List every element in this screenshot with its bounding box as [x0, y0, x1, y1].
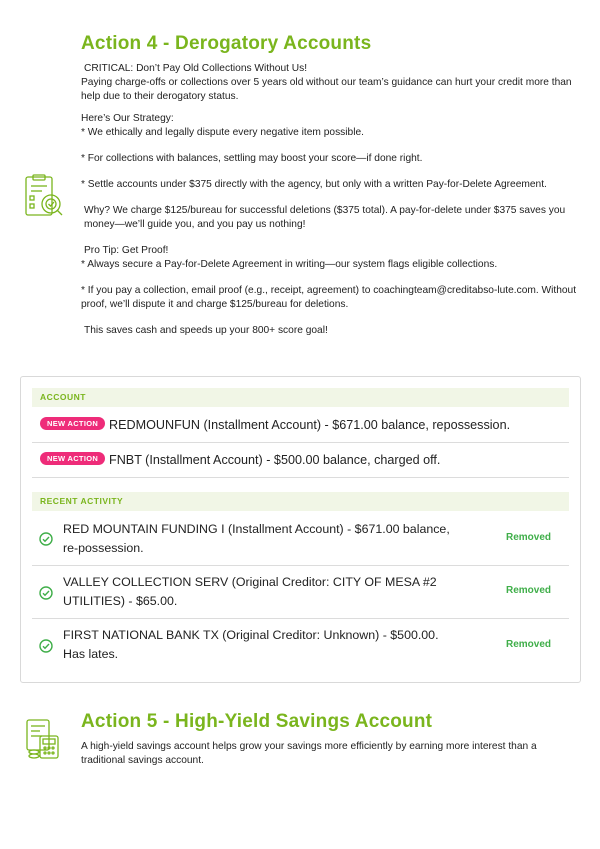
- critical-notice: CRITICAL: Don’t Pay Old Collections Without Us!: [84, 63, 308, 74]
- account-row[interactable]: [32, 443, 569, 478]
- action-4-section: [81, 32, 581, 346]
- accounts-card: [20, 376, 581, 683]
- why-text: Why? We charge $125/bureau for successful deletions ($375 total). A pay-for-delete under $375 saves you money—we’ll guide you, and you pay us nothing!: [84, 205, 566, 230]
- activity-text: FIRST NATIONAL BANK TX (Original Creditor: Unknown) - $500.00. Has lates.: [63, 628, 439, 661]
- new-action-badge: NEW ACTION: [40, 417, 105, 430]
- pro-tip-heading: Pro Tip: Get Proof!: [84, 245, 169, 256]
- action-5-body: A high-yield savings account helps grow your savings more efficiently by earning more interest than a traditional savings account.: [81, 741, 537, 766]
- document-check-icon: [22, 174, 66, 220]
- pro-tip-bullet: * Always secure a Pay-for-Delete Agreement in writing—our system flags eligible collections.: [81, 259, 498, 270]
- proof-bullet: * If you pay a collection, email proof (e.g., receipt, agreement) to coachingteam@creditabso-lute.com. Without proof, we’ll dispute it and charge $125/bureau for deletions.: [81, 285, 577, 310]
- warning-text: Paying charge-offs or collections over 5 years old without our team’s guidance can hurt your credit more than help due to their derogatory status.: [81, 77, 572, 102]
- action-5-section: [81, 710, 571, 776]
- account-header: ACCOUNT: [32, 388, 569, 407]
- status-removed: Removed: [505, 639, 551, 650]
- activity-text: RED MOUNTAIN FUNDING I (Installment Account) - $671.00 balance, re-possession.: [63, 522, 450, 555]
- account-text: REDMOUNFUN (Installment Account) - $671.00 balance, repossession.: [109, 418, 511, 432]
- account-row[interactable]: [32, 408, 569, 443]
- activity-text: VALLEY COLLECTION SERV (Original Creditor: CITY OF MESA #2 UTILITIES) - $65.00.: [63, 575, 437, 608]
- strategy-heading: Here’s Our Strategy:: [81, 113, 174, 124]
- check-circle-icon: [39, 532, 53, 546]
- recent-activity-header: RECENT ACTIVITY: [32, 492, 569, 511]
- strategy-bullet-3: * Settle accounts under $375 directly with the agency, but only with a written Pay-for-Delete Agreement.: [81, 179, 547, 190]
- action-4-title: Action 4 - Derogatory Accounts: [81, 33, 372, 54]
- check-circle-icon: [39, 639, 53, 653]
- action-5-title: Action 5 - High-Yield Savings Account: [81, 711, 433, 732]
- status-removed: Removed: [505, 585, 551, 596]
- strategy-bullet-2: * For collections with balances, settling may boost your score—if done right.: [81, 153, 423, 164]
- status-removed: Removed: [505, 532, 551, 543]
- closing-text: This saves cash and speeds up your 800+ score goal!: [84, 325, 328, 336]
- check-circle-icon: [39, 586, 53, 600]
- strategy-bullet-1: * We ethically and legally dispute every negative item possible.: [81, 127, 364, 138]
- new-action-badge: NEW ACTION: [40, 452, 105, 465]
- activity-row: [32, 512, 569, 566]
- savings-calculator-icon: [24, 716, 68, 762]
- account-text: FNBT (Installment Account) - $500.00 balance, charged off.: [109, 453, 441, 467]
- activity-row: [32, 566, 569, 619]
- activity-row: [32, 619, 569, 673]
